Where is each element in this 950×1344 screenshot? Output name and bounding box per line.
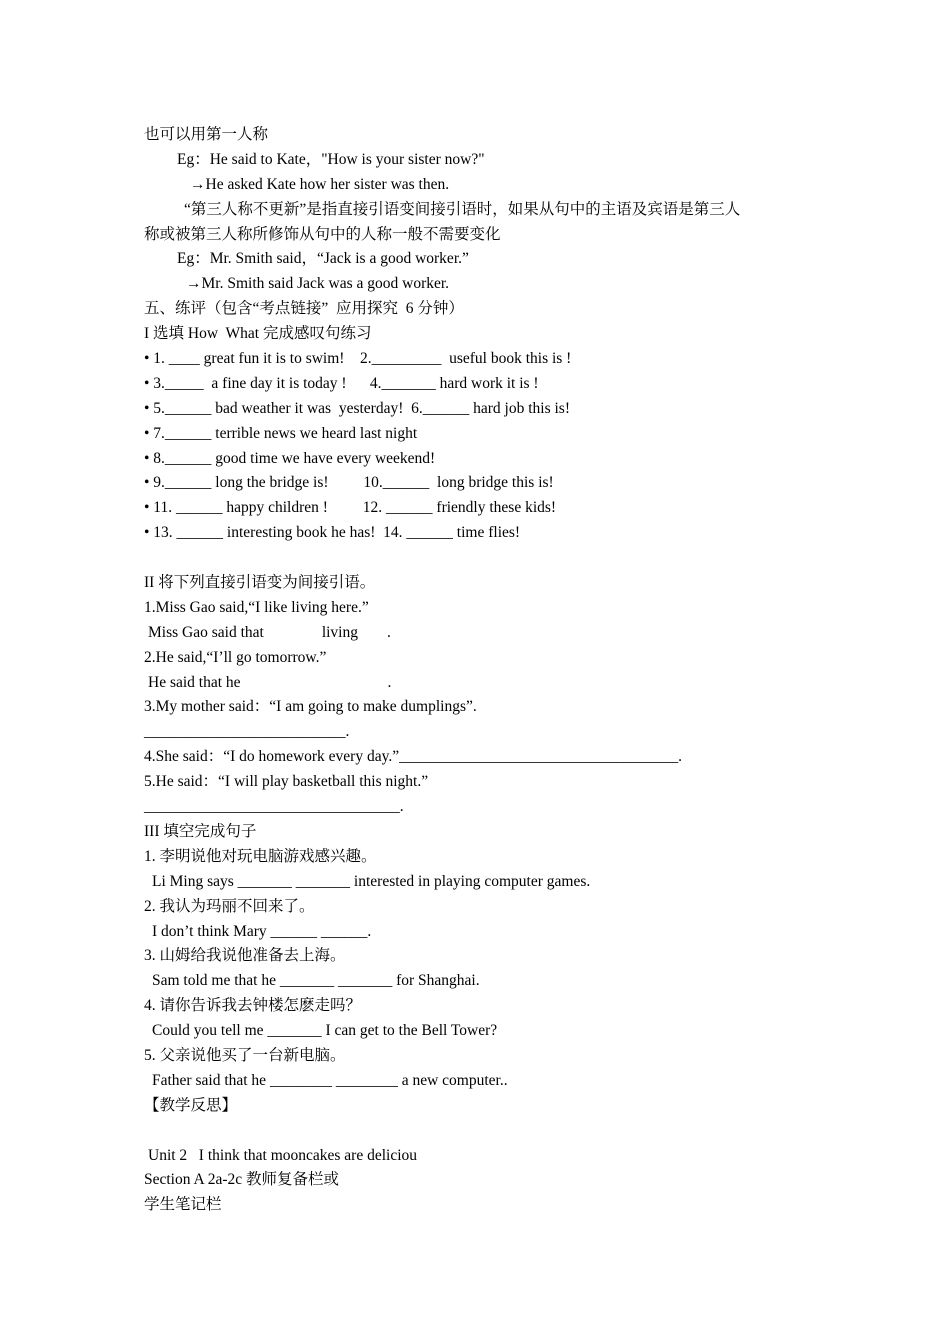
exercise-item: • 3._____ a fine day it is today ! 4._______ hard work it is ! [144, 374, 539, 392]
translation-answer: Father said that he ________ ________ a new computer.. [152, 1071, 508, 1089]
example-line: Eg：Mr. Smith said，“Jack is a good worker.” [177, 250, 469, 268]
exercise-item: • 7.______ terrible news we heard last night [144, 424, 418, 442]
question-line: 1.Miss Gao said,“I like living here.” [144, 598, 369, 616]
blank-line [144, 1119, 844, 1144]
example-line: Eg：He said to Kate，"How is your sister now?" [177, 150, 485, 168]
question-line: 2.He said,“I’ll go tomorrow.” [144, 648, 327, 666]
exercise-heading: II 将下列直接引语变为间接引语。 [144, 574, 376, 592]
document-content [144, 123, 844, 1218]
answer-prefix: He said that he [148, 673, 241, 691]
example-answer-line: →Mr. Smith said Jack was a good worker. [186, 275, 450, 293]
question-line: 4.She said：“I do homework every day.”____________________________________. [144, 748, 682, 766]
translation-answer: I don’t think Mary ______ ______. [152, 922, 372, 940]
blank-line [144, 546, 844, 571]
exercise-item: • 5.______ bad weather it was yesterday! 6.______ hard job this is! [144, 399, 570, 417]
answer-blank [358, 636, 387, 637]
translation-prompt: 5. 父亲说他买了一台新电脑。 [144, 1046, 346, 1064]
exercise-item: • 1. ____ great fun it is to swim! 2._________ useful book this is ! [144, 350, 572, 368]
answer-end: . [387, 673, 392, 691]
exercise-heading: III 填空完成句子 [144, 822, 257, 840]
notes-label: 学生笔记栏 [144, 1196, 222, 1214]
section-subtitle: Section A 2a-2c 教师复备栏或 [144, 1171, 340, 1189]
translation-prompt: 2. 我认为玛丽不回来了。 [144, 897, 315, 915]
answer-prefix: Miss Gao said that [148, 623, 264, 641]
exercise-heading: I 选填 How What 完成感叹句练习 [144, 325, 372, 343]
translation-answer: Li Ming says _______ _______ interested in playing computer games. [152, 872, 591, 890]
question-line: 3.My mother said：“I am going to make dumplings”. [144, 698, 477, 716]
exercise-item: • 13. ______ interesting book he has! 14. ______ time flies! [144, 524, 521, 542]
answer-blank [264, 636, 322, 637]
text-line: 称或被第三人称所修饰从句中的人称一般不需要变化 [144, 225, 501, 243]
text-line: “第三人称不更新”是指直接引语变间接引语时，如果从句中的主语及宾语是第三人 [184, 200, 741, 218]
reflection-heading: 【教学反思】 [144, 1096, 238, 1114]
answer-end: . [386, 623, 391, 641]
translation-prompt: 3. 山姆给我说他准备去上海。 [144, 947, 346, 965]
question-line: 5.He said：“I will play basketball this night.” [144, 773, 429, 791]
translation-answer: Could you tell me _______ I can get to the Bell Tower? [152, 1022, 498, 1040]
translation-prompt: 1. 李明说他对玩电脑游戏感兴趣。 [144, 847, 377, 865]
translation-answer: Sam told me that he _______ _______ for Shanghai. [152, 972, 480, 990]
answer-line: _________________________________. [144, 798, 404, 816]
answer-line [144, 671, 844, 696]
exercise-item: • 11. ______ happy children ! 12. ______ friendly these kids! [144, 499, 557, 517]
unit-title: Unit 2 I think that mooncakes are deliciou [148, 1146, 418, 1164]
example-answer-line: →He asked Kate how her sister was then. [190, 175, 450, 193]
text-line: 也可以用第一人称 [144, 126, 269, 143]
exercise-item: • 9.______ long the bridge is! 10.______ long bridge this is! [144, 474, 554, 492]
answer-line [144, 621, 844, 646]
translation-prompt: 4. 请你告诉我去钟楼怎麽走吗？ [144, 997, 362, 1015]
section-heading: 五、练评（包含“考点链接” 应用探究 6 分钟） [144, 300, 464, 318]
answer-blank [241, 686, 388, 687]
exercise-item: • 8.______ good time we have every weekend! [144, 449, 436, 467]
answer-word: living [321, 623, 358, 641]
answer-line: __________________________. [144, 723, 350, 741]
